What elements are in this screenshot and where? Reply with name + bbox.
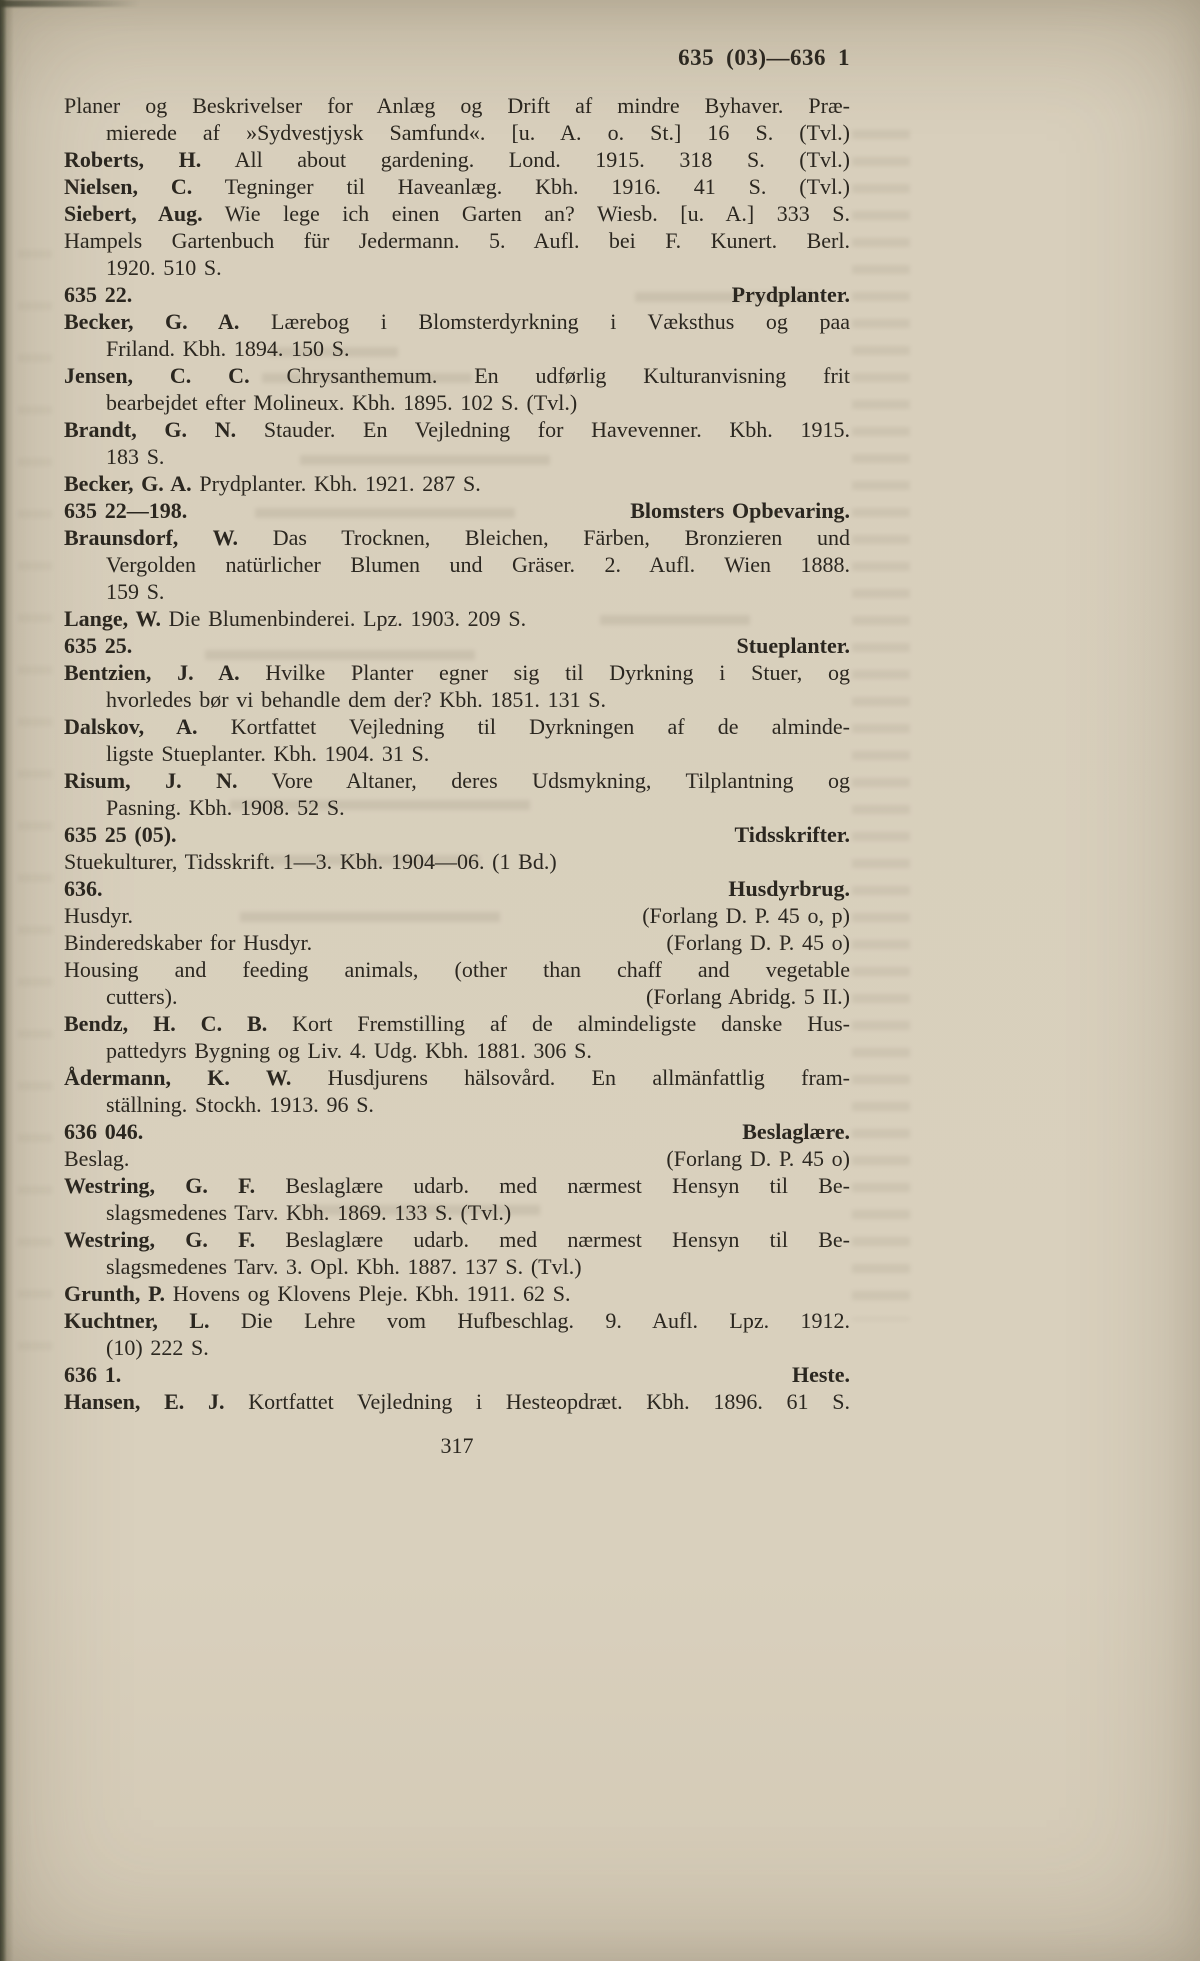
bib-entry-line: Pasning. Kbh. 1908. 52 S. xyxy=(106,795,345,820)
section-heading xyxy=(64,632,850,659)
section-heading xyxy=(64,875,850,902)
section-heading xyxy=(64,1118,850,1145)
bib-entry-line: Friland. Kbh. 1894. 150 S. xyxy=(106,336,350,361)
author-name: Dalskov, A. xyxy=(64,714,198,739)
bib-entry-line: Brandt, G. N. Stauder. En Vejledning for Havevenner. Kbh. 1915. xyxy=(64,417,850,442)
author-name: Bentzien, J. A. xyxy=(64,660,240,685)
text-block xyxy=(64,44,850,1460)
section-title: Tidsskrifter. xyxy=(734,822,850,847)
author-name: Westring, G. F. xyxy=(64,1173,256,1198)
bib-entry-line: Westring, G. F. Beslaglære udarb. med nærmest Hensyn til Be- xyxy=(64,1227,850,1252)
section-title: Blomsters Opbevaring. xyxy=(630,498,850,523)
bib-entry-line: Grunth, P. Hovens og Klovens Pleje. Kbh. 1911. 62 S. xyxy=(64,1281,571,1306)
author-name: Ådermann, K. W. xyxy=(64,1065,292,1090)
forlang-reference: (Forlang D. P. 45 o, p) xyxy=(642,903,850,928)
classification-number: 636 1. xyxy=(64,1362,122,1387)
bib-entry-line: Housing and feeding animals, (other than chaff and vegetable xyxy=(64,957,850,982)
author-name: Bendz, H. C. B. xyxy=(64,1011,268,1036)
bib-entry-line: pattedyrs Bygning og Liv. 4. Udg. Kbh. 1881. 306 S. xyxy=(106,1038,592,1063)
bib-entry-line: Siebert, Aug. Wie lege ich einen Garten an? Wiesb. [u. A.] 333 S. xyxy=(64,201,850,226)
bib-entry xyxy=(64,1172,850,1226)
author-name: Kuchtner, L. xyxy=(64,1308,210,1333)
forlang-reference: (Forlang D. P. 45 o) xyxy=(666,1146,850,1171)
section-heading xyxy=(64,497,850,524)
bib-entry-line: Bentzien, J. A. Hvilke Planter egner sig til Dyrkning i Stuer, og xyxy=(64,660,850,685)
classification-number: 635 22—198. xyxy=(64,498,188,523)
bib-entry xyxy=(64,92,850,146)
author-name: Risum, J. N. xyxy=(64,768,238,793)
bibliography-entries xyxy=(64,92,850,1415)
section-title: Husdyrbrug. xyxy=(728,876,850,901)
bib-entry-line: ställning. Stockh. 1913. 96 S. xyxy=(106,1092,374,1117)
bib-entry-line: Lange, W. Die Blumenbinderei. Lpz. 1903. 209 S. xyxy=(64,606,527,631)
bib-entry-line: Binderedskaber for Husdyr. xyxy=(64,930,313,955)
author-name: Jensen, C. C. xyxy=(64,363,250,388)
bib-entry xyxy=(64,1010,850,1064)
bib-entry-line: Beslag. xyxy=(64,1146,130,1171)
bib-entry-line: Hampels Gartenbuch für Jedermann. 5. Aufl. bei F. Kunert. Berl. xyxy=(64,228,850,253)
bib-entry xyxy=(64,416,850,470)
section-title: Stueplanter. xyxy=(736,633,850,658)
forlang-reference: (Forlang Abridg. 5 II.) xyxy=(646,984,850,1009)
bib-entry-line: mierede af »Sydvestjysk Samfund«. [u. A. o. St.] 16 S. (Tvl.) xyxy=(106,120,850,145)
bib-entry xyxy=(64,200,850,227)
bib-entry xyxy=(64,659,850,713)
section-title: Beslaglære. xyxy=(742,1119,850,1144)
bib-entry-line: Stuekulturer, Tidsskrift. 1—3. Kbh. 1904—06. (1 Bd.) xyxy=(64,849,557,874)
author-name: Grunth, P. xyxy=(64,1281,166,1306)
bib-entry-line: Vergolden natürlicher Blumen und Gräser. 2. Aufl. Wien 1888. xyxy=(106,552,850,577)
bib-entry-line: bearbejdet efter Molineux. Kbh. 1895. 102 S. (Tvl.) xyxy=(106,390,578,415)
bib-entry xyxy=(64,605,850,632)
bib-entry-line: 1920. 510 S. xyxy=(106,255,222,280)
bib-entry-line: hvorledes bør vi behandle dem der? Kbh. 1851. 131 S. xyxy=(106,687,607,712)
bleedthrough-artifact xyxy=(852,130,910,1320)
bib-entry-line: Hansen, E. J. Kortfattet Vejledning i Hesteopdræt. Kbh. 1896. 61 S. xyxy=(64,1389,850,1414)
bib-entry xyxy=(64,713,850,767)
author-name: Hansen, E. J. xyxy=(64,1389,225,1414)
bib-entry xyxy=(64,1307,850,1361)
author-name: Becker, G. A. xyxy=(64,471,192,496)
bib-entry xyxy=(64,902,850,929)
bib-entry-line: Ådermann, K. W. Husdjurens hälsovård. En allmänfattlig fram- xyxy=(64,1065,851,1090)
bib-entry-line: Nielsen, C. Tegninger til Haveanlæg. Kbh. 1916. 41 S. (Tvl.) xyxy=(64,174,850,199)
bib-entry-line: 183 S. xyxy=(106,444,165,469)
bib-entry-line: (10) 222 S. xyxy=(106,1335,209,1360)
bib-entry xyxy=(64,1388,850,1415)
author-name: Siebert, Aug. xyxy=(64,201,203,226)
classification-header: 635 (03)—636 1 xyxy=(678,45,850,70)
author-name: Roberts, H. xyxy=(64,147,202,172)
bib-entry xyxy=(64,146,850,173)
bib-entry xyxy=(64,173,850,200)
classification-number: 635 25. xyxy=(64,633,133,658)
bib-entry xyxy=(64,362,850,416)
bib-entry-line: slagsmedenes Tarv. 3. Opl. Kbh. 1887. 137 S. (Tvl.) xyxy=(106,1254,582,1279)
bib-entry xyxy=(64,848,850,875)
bib-entry xyxy=(64,1064,850,1118)
classification-number: 636 046. xyxy=(64,1119,144,1144)
classification-number: 636. xyxy=(64,876,103,901)
classification-number: 635 22. xyxy=(64,282,133,307)
bib-entry-line: Risum, J. N. Vore Altaner, deres Udsmykning, Tilplantning og xyxy=(64,768,850,793)
section-title: Prydplanter. xyxy=(731,282,850,307)
bib-entry xyxy=(64,1226,850,1280)
bib-entry-line: Dalskov, A. Kortfattet Vejledning til Dyrkningen af de alminde- xyxy=(64,714,850,739)
bleedthrough-artifact xyxy=(18,250,52,1370)
section-heading xyxy=(64,821,850,848)
bib-entry-line: Becker, G. A. Lærebog i Blomsterdyrkning i Væksthus og paa xyxy=(64,309,851,334)
author-name: Braunsdorf, W. xyxy=(64,525,239,550)
bib-entry-line: Braunsdorf, W. Das Trocknen, Bleichen, Färben, Bronzieren und xyxy=(64,525,850,550)
bib-entry xyxy=(64,1280,850,1307)
section-title: Heste. xyxy=(791,1362,850,1387)
bib-entry xyxy=(64,929,850,956)
page-left-edge-shadow xyxy=(0,0,14,1961)
bib-entry-line: Westring, G. F. Beslaglære udarb. med nærmest Hensyn til Be- xyxy=(64,1173,850,1198)
bib-entry xyxy=(64,1145,850,1172)
forlang-reference: (Forlang D. P. 45 o) xyxy=(666,930,850,955)
bib-entry-line: 159 S. xyxy=(106,579,165,604)
author-name: Lange, W. xyxy=(64,606,161,631)
bib-entry-line: Roberts, H. All about gardening. Lond. 1915. 318 S. (Tvl.) xyxy=(64,147,850,172)
bib-entry-line: Husdyr. xyxy=(64,903,134,928)
bib-entry xyxy=(64,524,850,605)
bib-entry-line: Becker, G. A. Prydplanter. Kbh. 1921. 287 S. xyxy=(64,471,481,496)
bib-entry-line: Jensen, C. C. Chrysanthemum. En udførlig Kulturanvisning frit xyxy=(64,363,851,388)
classification-number: 635 25 (05). xyxy=(64,822,177,847)
page-number: 317 xyxy=(440,1433,474,1458)
bib-entry-line: slagsmedenes Tarv. Kbh. 1869. 133 S. (Tvl.) xyxy=(106,1200,512,1225)
author-name: Nielsen, C. xyxy=(64,174,193,199)
bib-entry-line: Bendz, H. C. B. Kort Fremstilling af de almindeligste danske Hus- xyxy=(64,1011,850,1036)
section-heading xyxy=(64,1361,850,1388)
bib-entry xyxy=(64,308,850,362)
author-name: Becker, G. A. xyxy=(64,309,240,334)
bib-entry xyxy=(64,767,850,821)
bib-entry-line: cutters). xyxy=(106,984,178,1009)
author-name: Brandt, G. N. xyxy=(64,417,237,442)
bib-entry xyxy=(64,227,850,281)
bib-entry-line: ligste Stueplanter. Kbh. 1904. 31 S. xyxy=(106,741,430,766)
bib-entry-line: Planer og Beskrivelser for Anlæg og Drift af mindre Byhaver. Præ- xyxy=(64,93,850,118)
bib-entry xyxy=(64,956,850,1010)
section-heading xyxy=(64,281,850,308)
top-edge-shadow xyxy=(0,0,140,7)
author-name: Westring, G. F. xyxy=(64,1227,256,1252)
bib-entry-line: Kuchtner, L. Die Lehre vom Hufbeschlag. 9. Aufl. Lpz. 1912. xyxy=(64,1308,850,1333)
bib-entry xyxy=(64,470,850,497)
